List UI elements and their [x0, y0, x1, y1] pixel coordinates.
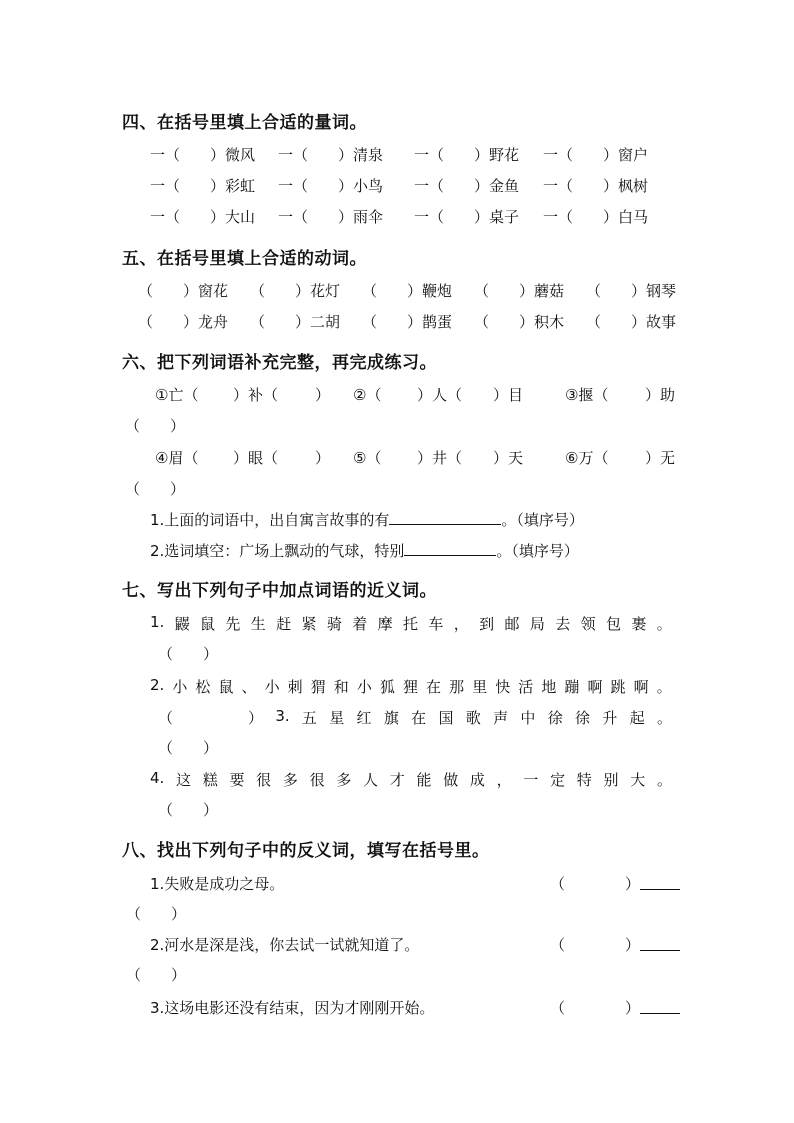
sentence-char: 才	[389, 771, 405, 789]
sentence-char: 邮	[504, 615, 520, 633]
s7-answer-4: （ ）	[158, 801, 219, 819]
sentence-char: 五	[301, 709, 317, 727]
sentence-char: 啊	[633, 678, 649, 696]
s5-item: （ ）窗花	[138, 282, 229, 300]
s8-item-1-wrap: （ ）	[126, 905, 187, 923]
sentence-char: 声	[493, 709, 509, 727]
s6-q1-suffix: 。（填序号）	[501, 511, 584, 529]
sentence-char: 多	[282, 771, 298, 789]
sentence-char: 能	[416, 771, 432, 789]
sentence-char: 活	[518, 678, 534, 696]
s5-item: （ ）蘑菇	[474, 282, 565, 300]
s4-item: 一（ ）窗户	[543, 146, 649, 164]
sentence-char: 很	[256, 771, 272, 789]
sentence-char: 包	[606, 615, 622, 633]
sentence-char: 摩	[377, 615, 393, 633]
section-6-title: 六、把下列词语补充完整，再完成练习。	[122, 353, 437, 373]
sentence-char: 一	[523, 771, 539, 789]
sentence-char: 松	[195, 678, 211, 696]
sentence-char: 啊	[587, 678, 603, 696]
s4-item: 一（ ）雨伞	[278, 208, 384, 226]
sentence-char: 着	[352, 615, 368, 633]
section-8-title: 八、找出下列句子中的反义词，填写在括号里。	[122, 841, 490, 861]
sentence-char: 定	[550, 771, 566, 789]
s6-q2-suffix: 。（填序号）	[496, 542, 579, 560]
sentence-char: 星	[329, 709, 345, 727]
sentence-char: 旗	[383, 709, 399, 727]
s8-item-1-paren: （ ）	[550, 875, 641, 893]
s8-item-1-answer	[550, 873, 680, 894]
s4-item: 一（ ）野花	[414, 146, 520, 164]
sentence-char: 和	[333, 678, 349, 696]
s7-sentence-1	[150, 613, 672, 634]
sentence-char: 。	[656, 615, 672, 633]
sentence-char: 。	[656, 771, 672, 789]
s4-item: 一（ ）白马	[543, 208, 649, 226]
s4-item: 一（ ）枫树	[543, 177, 649, 195]
s4-item: 一（ ）金鱼	[414, 177, 520, 195]
sentence-char: 3.	[275, 707, 290, 725]
s4-item: 一（ ）小鸟	[278, 177, 384, 195]
s6-piece: ）井（	[417, 449, 463, 467]
sentence-char: 地	[541, 678, 557, 696]
sentence-char: 升	[602, 709, 618, 727]
sentence-char: 歌	[465, 709, 481, 727]
s7-sentence-2	[150, 676, 672, 697]
s6-piece: ）无	[645, 449, 676, 467]
sentence-char: ，	[453, 615, 469, 633]
s6-q1-text: 1.上面的词语中，出自寓言故事的有	[150, 511, 390, 529]
s7-answer-3: （ ）	[158, 739, 219, 757]
sentence-char: 鼹	[174, 615, 190, 633]
sentence-char: 起	[629, 709, 645, 727]
sentence-char: 人	[363, 771, 379, 789]
sentence-char: （ ）	[158, 709, 264, 727]
s6-piece: ①亡（	[155, 386, 199, 404]
sentence-char: 1.	[150, 613, 165, 631]
sentence-char: 紧	[301, 615, 317, 633]
sentence-char: 生	[250, 615, 266, 633]
sentence-char: 那	[449, 678, 465, 696]
sentence-char: 到	[479, 615, 495, 633]
s6-piece: ）助	[645, 386, 676, 404]
s6-row-1-wrap: （ ）	[125, 417, 186, 435]
s4-item: 一（ ）微风	[150, 146, 256, 164]
sentence-char: 赶	[276, 615, 292, 633]
s6-piece: ③揠（	[565, 386, 609, 404]
sentence-char: 局	[529, 615, 545, 633]
s6-q2-text: 2.选词填空：广场上飘动的气球，特别	[150, 542, 405, 560]
sentence-char: 猬	[310, 678, 326, 696]
s8-item-3-paren: （ ）	[550, 999, 641, 1017]
sentence-char: 糕	[202, 771, 218, 789]
sentence-char: 鼠	[200, 615, 216, 633]
s6-q1-blank[interactable]	[389, 509, 501, 525]
sentence-char: 车	[428, 615, 444, 633]
s6-question-2	[150, 540, 579, 561]
sentence-char: 中	[520, 709, 536, 727]
s4-item: 一（ ）大山	[150, 208, 256, 226]
s6-piece: ）眼（	[233, 449, 279, 467]
s7-sentence-3	[158, 707, 672, 728]
s5-item: （ ）钢琴	[586, 282, 677, 300]
sentence-char: 在	[411, 709, 427, 727]
sentence-char: 快	[495, 678, 511, 696]
sentence-char: 托	[403, 615, 419, 633]
dash-line	[640, 1004, 680, 1014]
s6-piece: ）目	[493, 386, 524, 404]
sentence-char: 骑	[326, 615, 342, 633]
sentence-char: 4.	[150, 769, 165, 787]
s6-piece: ⑤（	[353, 449, 382, 467]
dash-line	[640, 880, 680, 890]
sentence-char: 小	[264, 678, 280, 696]
sentence-char: 先	[225, 615, 241, 633]
s4-item: 一（ ）桌子	[414, 208, 520, 226]
sentence-char: 鼠	[218, 678, 234, 696]
s7-answer-1: （ ）	[158, 645, 219, 663]
s6-q2-blank[interactable]	[404, 540, 496, 556]
s6-piece: ）人（	[417, 386, 463, 404]
section-4-title: 四、在括号里填上合适的量词。	[122, 113, 367, 133]
sentence-char: 别	[603, 771, 619, 789]
section-5-title: 五、在括号里填上合适的动词。	[122, 249, 367, 269]
sentence-char: 领	[580, 615, 596, 633]
s8-item-2-text: 2.河水是深是浅，你去试一试就知道了。	[150, 936, 420, 954]
sentence-char: 裹	[631, 615, 647, 633]
sentence-char: 特	[576, 771, 592, 789]
s8-item-1-text: 1.失败是成功之母。	[150, 875, 285, 893]
sentence-char: 大	[630, 771, 646, 789]
s6-piece: ）	[315, 386, 331, 404]
s6-piece: ）天	[493, 449, 524, 467]
s8-item-2-wrap: （ ）	[126, 966, 187, 984]
s6-row-2-wrap: （ ）	[125, 480, 186, 498]
sentence-char: 国	[438, 709, 454, 727]
s7-sentence-4	[150, 769, 672, 790]
dash-line	[640, 941, 680, 951]
sentence-char: 这	[176, 771, 192, 789]
sentence-char: 跳	[610, 678, 626, 696]
sentence-char: 刺	[287, 678, 303, 696]
s8-item-2-answer	[550, 934, 680, 955]
s8-item-3-answer	[550, 997, 680, 1018]
sentence-char: 里	[472, 678, 488, 696]
s4-item: 一（ ）彩虹	[150, 177, 256, 195]
sentence-char: 在	[426, 678, 442, 696]
s5-item: （ ）鹊蛋	[362, 313, 453, 331]
sentence-char: 狸	[402, 678, 418, 696]
sentence-char: 成	[469, 771, 485, 789]
sentence-char: 很	[309, 771, 325, 789]
sentence-char: 去	[555, 615, 571, 633]
s4-item: 一（ ）清泉	[278, 146, 384, 164]
sentence-char: 多	[336, 771, 352, 789]
section-7-title: 七、写出下列句子中加点词语的近义词。	[122, 581, 437, 601]
sentence-char: 小	[172, 678, 188, 696]
s5-item: （ ）故事	[586, 313, 677, 331]
s6-piece: ④眉（	[155, 449, 199, 467]
sentence-char: 做	[443, 771, 459, 789]
sentence-char: 。	[656, 678, 672, 696]
sentence-char: 要	[229, 771, 245, 789]
s5-item: （ ）鞭炮	[362, 282, 453, 300]
s5-item: （ ）积木	[474, 313, 565, 331]
sentence-char: ，	[496, 771, 512, 789]
sentence-char: 徐	[547, 709, 563, 727]
sentence-char: 蹦	[564, 678, 580, 696]
s5-item: （ ）二胡	[250, 313, 341, 331]
sentence-char: 徐	[575, 709, 591, 727]
sentence-char: 红	[356, 709, 372, 727]
sentence-char: 、	[241, 678, 257, 696]
s8-item-2-paren: （ ）	[550, 936, 641, 954]
s5-item: （ ）花灯	[250, 282, 341, 300]
s6-piece: ）	[315, 449, 331, 467]
sentence-char: 2.	[150, 676, 165, 694]
s6-piece: ）补（	[233, 386, 279, 404]
s6-piece: ②（	[353, 386, 382, 404]
sentence-char: 狐	[379, 678, 395, 696]
sentence-char: 。	[656, 709, 672, 727]
s8-item-3-text: 3.这场电影还没有结束，因为才刚刚开始。	[150, 999, 435, 1017]
s6-piece: ⑥万（	[565, 449, 609, 467]
s6-question-1	[150, 509, 584, 530]
s5-item: （ ）龙舟	[138, 313, 229, 331]
sentence-char: 小	[356, 678, 372, 696]
